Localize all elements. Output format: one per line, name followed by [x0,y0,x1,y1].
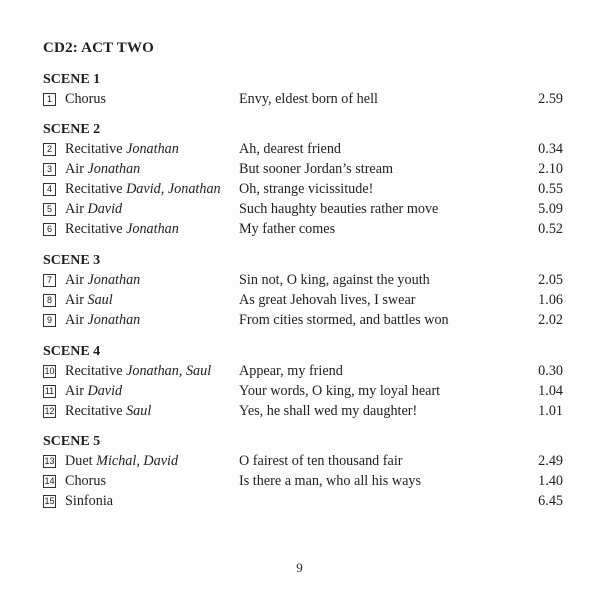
track-number-box: 7 [43,274,56,287]
scene-section [43,70,563,109]
track-form: Recitative [65,141,123,157]
track-duration: 5.09 [538,201,563,217]
track-form: Recitative [65,403,123,419]
track-duration: 2.05 [538,272,563,288]
track-type [65,270,140,290]
track-row [43,290,563,310]
track-number-box: 8 [43,294,56,307]
track-form: Chorus [65,473,106,489]
track-number-box: 1 [43,93,56,106]
track-row [43,451,563,471]
track-form: Air [65,383,84,399]
track-form: Duet [65,453,93,469]
track-duration: 2.49 [538,453,563,469]
track-type [65,401,151,421]
track-row [43,179,563,199]
track-row [43,159,563,179]
track-row [43,361,563,381]
track-form: Air [65,312,84,328]
track-number-box: 14 [44,476,55,486]
track-type [65,89,106,109]
track-role: Michal, David [96,453,179,469]
track-title: Appear, my friend [239,363,343,379]
track-row [43,219,563,239]
track-type [65,491,113,511]
track-duration: 1.06 [538,292,563,308]
track-type [65,179,221,199]
track-duration: 0.52 [538,221,563,237]
track-role: David, Jonathan [126,181,221,197]
track-title: Oh, strange vicissitude! [239,181,374,197]
scene-title: SCENE 2 [43,122,101,137]
track-number-box: 5 [43,203,56,216]
track-row [43,89,563,109]
track-duration: 1.04 [538,383,563,399]
scene-title: SCENE 5 [43,434,101,449]
scene-title: SCENE 3 [43,253,101,268]
track-type [65,290,113,310]
track-number-box: 13 [44,456,55,466]
track-row [43,310,563,330]
track-number-box: 6 [43,223,56,236]
track-role: Jonathan [126,221,179,237]
track-duration: 0.55 [538,181,563,197]
track-row [43,270,563,290]
track-form: Sinfonia [65,493,114,509]
track-type [65,159,140,179]
track-duration: 0.34 [538,141,563,157]
track-number-box: 3 [43,163,56,176]
track-form: Air [65,201,84,217]
track-row [43,491,563,511]
track-type [65,381,122,401]
track-type [65,139,179,159]
track-form: Air [65,272,84,288]
track-row [43,471,563,491]
track-role: David [87,383,123,399]
track-title: From cities stormed, and battles won [239,312,449,328]
track-role: Jonathan [87,161,141,177]
track-type [65,471,106,491]
track-title: But sooner Jordan’s stream [239,161,394,177]
track-title: Such haughty beauties rather move [239,201,439,217]
track-title: Sin not, O king, against the youth [239,272,430,288]
track-number-box: 11 [44,386,55,396]
track-role: Jonathan [126,141,179,157]
page-number: 9 [296,560,303,575]
track-role: Saul [126,403,152,419]
track-duration: 2.59 [538,91,563,107]
track-row [43,139,563,159]
track-title: As great Jehovah lives, I swear [239,292,416,308]
track-duration: 6.45 [538,493,563,509]
scene-title: SCENE 1 [43,72,101,87]
track-form: Air [65,292,84,308]
track-number-box: 12 [44,406,55,416]
track-form: Recitative [65,221,123,237]
track-form: Air [65,161,84,177]
track-role: Jonathan, Saul [126,363,212,379]
track-row [43,381,563,401]
track-number-box: 2 [43,143,56,156]
scene-section [43,432,563,511]
track-form: Recitative [65,363,123,379]
track-title: Your words, O king, my loyal heart [239,383,441,399]
track-duration: 2.10 [538,161,563,177]
track-title: Is there a man, who all his ways [239,473,422,489]
scene-section [43,120,563,239]
track-number-box: 10 [44,366,55,376]
track-duration: 2.02 [538,312,563,328]
track-row [43,199,563,219]
track-form: Recitative [65,181,123,197]
track-type [65,451,178,471]
scene-section [43,251,563,330]
track-number-box: 4 [43,183,56,196]
track-role: Jonathan [87,312,141,328]
track-title: My father comes [239,221,336,237]
track-role: Saul [87,292,113,308]
track-duration: 0.30 [538,363,563,379]
track-title: O fairest of ten thousand fair [239,453,403,469]
cd-heading: CD2: ACT TWO [43,40,155,56]
track-title: Envy, eldest born of hell [239,91,378,107]
track-type [65,310,140,330]
track-row [43,401,563,421]
track-role: Jonathan [87,272,141,288]
track-title: Yes, he shall wed my daughter! [239,403,418,419]
track-type [65,199,122,219]
track-number-box: 15 [44,496,55,506]
track-duration: 1.01 [538,403,563,419]
track-form: Chorus [65,91,106,107]
track-title: Ah, dearest friend [239,141,342,157]
track-duration: 1.40 [538,473,563,489]
track-type [65,361,211,381]
track-number-box: 9 [43,314,56,327]
scene-title: SCENE 4 [43,344,101,359]
track-role: David [87,201,123,217]
scene-section [43,342,563,421]
track-type [65,219,179,239]
